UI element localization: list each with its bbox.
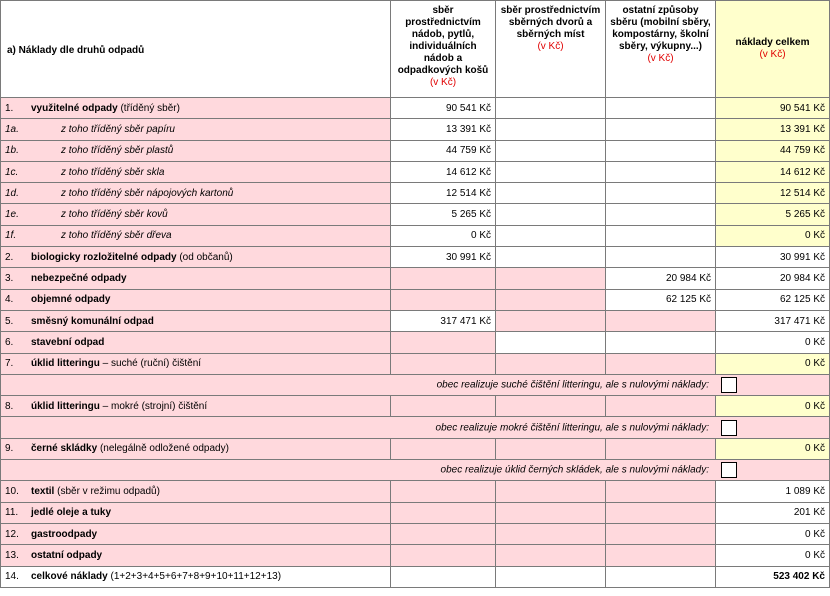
cell-containers[interactable]: 44 759 Kč <box>391 140 496 161</box>
cell-containers[interactable]: 30 991 Kč <box>391 247 496 268</box>
row-label <box>1 119 391 140</box>
cell-disabled <box>391 438 496 459</box>
zero-cost-note-text: obec realizuje suché čištění litteringu, ale s nulovými náklady: <box>436 379 709 391</box>
table-title: a) Náklady dle druhů odpadů <box>1 1 391 98</box>
table-row <box>1 310 830 331</box>
zero-cost-note <box>1 460 830 481</box>
cell-collection-yards[interactable] <box>496 332 606 353</box>
cell-other-methods[interactable] <box>606 332 716 353</box>
row-label <box>1 161 391 182</box>
cell-disabled <box>606 353 716 374</box>
table-row <box>1 204 830 225</box>
row-label <box>1 502 391 523</box>
cell-other-methods[interactable] <box>606 140 716 161</box>
table-row <box>1 374 830 395</box>
cell-total: 0 Kč <box>716 225 830 246</box>
row-name-bold: stavební odpad <box>31 336 105 348</box>
row-name-rest: (tříděný sběr) <box>117 102 180 114</box>
cell-blank <box>496 566 606 587</box>
row-code: 7. <box>5 358 14 370</box>
row-name-bold: úklid litteringu <box>31 400 100 412</box>
row-code: 1a. <box>5 123 19 135</box>
cell-total[interactable]: 0 Kč <box>716 438 830 459</box>
cell-collection-yards[interactable] <box>496 119 606 140</box>
cell-collection-yards[interactable] <box>496 161 606 182</box>
zero-cost-checkbox[interactable] <box>721 462 737 478</box>
row-code: 9. <box>5 443 14 455</box>
col-head-other-methods-label: ostatní způsoby sběru (mobilní sběry, kompostárny, školní sběry, výkupny...) <box>610 5 711 52</box>
table-row-total <box>1 566 830 587</box>
cell-other-methods[interactable] <box>606 119 716 140</box>
cell-total[interactable]: 0 Kč <box>716 523 830 544</box>
table-row <box>1 523 830 544</box>
cell-collection-yards-disabled <box>496 268 606 289</box>
row-code: 8. <box>5 400 14 412</box>
cell-containers[interactable]: 317 471 Kč <box>391 310 496 331</box>
unit-label: (v Kč) <box>647 53 674 64</box>
row-name-bold: směsný komunální odpad <box>31 315 154 327</box>
row-label <box>1 183 391 204</box>
cell-total: 5 265 Kč <box>716 204 830 225</box>
cell-containers[interactable]: 12 514 Kč <box>391 183 496 204</box>
row-code: 1b. <box>5 145 19 157</box>
cell-disabled <box>496 353 606 374</box>
row-code: 2. <box>5 251 14 263</box>
row-code: 12. <box>5 528 19 540</box>
table-row <box>1 396 830 417</box>
row-name-bold: ostatní odpady <box>31 549 103 561</box>
cell-collection-yards[interactable] <box>496 98 606 119</box>
cell-containers[interactable]: 0 Kč <box>391 225 496 246</box>
row-label <box>1 332 391 353</box>
cell-disabled <box>391 502 496 523</box>
row-name-rest: – suché (ruční) čištění <box>99 358 202 370</box>
row-name: z toho tříděný sběr plastů <box>61 145 174 157</box>
cell-other-methods[interactable]: 20 984 Kč <box>606 268 716 289</box>
row-label <box>1 204 391 225</box>
row-name-bold: biologicky rozložitelné odpady <box>31 251 177 263</box>
cell-containers[interactable]: 13 391 Kč <box>391 119 496 140</box>
row-code: 6. <box>5 336 14 348</box>
row-name-bold: celkové náklady <box>31 571 108 583</box>
row-name: z toho tříděný sběr kovů <box>61 209 168 221</box>
row-code: 3. <box>5 273 14 285</box>
row-label <box>1 140 391 161</box>
table-row <box>1 247 830 268</box>
cell-disabled <box>606 502 716 523</box>
table-row <box>1 183 830 204</box>
col-head-other-methods <box>606 1 716 98</box>
cell-disabled <box>606 438 716 459</box>
row-name-bold: využitelné odpady <box>31 102 118 114</box>
cell-disabled <box>496 438 606 459</box>
row-label <box>1 523 391 544</box>
row-name-bold: jedlé oleje a tuky <box>31 507 112 519</box>
cell-collection-yards[interactable] <box>496 183 606 204</box>
cell-total: 14 612 Kč <box>716 161 830 182</box>
unit-label: (v Kč) <box>537 41 564 52</box>
cell-total[interactable]: 201 Kč <box>716 502 830 523</box>
cell-disabled <box>496 523 606 544</box>
row-name: z toho tříděný sběr dřeva <box>61 230 172 242</box>
zero-cost-note-text: obec realizuje mokré čištění litteringu, ale s nulovými náklady: <box>435 422 709 434</box>
table-row <box>1 289 830 310</box>
cell-disabled <box>606 481 716 502</box>
cell-disabled <box>496 502 606 523</box>
row-label <box>1 98 391 119</box>
col-head-collection-yards <box>496 1 606 98</box>
col-head-containers <box>391 1 496 98</box>
cell-other-methods[interactable]: 62 125 Kč <box>606 289 716 310</box>
cell-other-methods[interactable] <box>606 98 716 119</box>
cell-disabled <box>391 523 496 544</box>
cell-disabled <box>391 481 496 502</box>
row-name-rest: (sběr v režimu odpadů) <box>54 485 160 497</box>
cell-disabled <box>606 545 716 566</box>
cell-disabled <box>606 396 716 417</box>
cell-collection-yards[interactable] <box>496 225 606 246</box>
row-name-bold: objemné odpady <box>31 294 111 306</box>
row-name-bold: nebezpečné odpady <box>31 273 127 285</box>
cell-total: 0 Kč <box>716 332 830 353</box>
table-row <box>1 332 830 353</box>
cell-total[interactable]: 0 Kč <box>716 353 830 374</box>
cell-total: 30 991 Kč <box>716 247 830 268</box>
zero-cost-note <box>1 417 830 438</box>
row-label <box>1 289 391 310</box>
cell-disabled <box>496 396 606 417</box>
cell-total[interactable]: 0 Kč <box>716 396 830 417</box>
table-row <box>1 140 830 161</box>
cell-containers[interactable]: 5 265 Kč <box>391 204 496 225</box>
table-row <box>1 481 830 502</box>
cell-other-methods[interactable] <box>606 161 716 182</box>
row-name-rest: (1+2+3+4+5+6+7+8+9+10+11+12+13) <box>107 571 282 583</box>
cell-collection-yards-disabled <box>496 289 606 310</box>
cell-blank <box>606 566 716 587</box>
cell-total: 317 471 Kč <box>716 310 830 331</box>
table-row <box>1 460 830 481</box>
cell-total: 62 125 Kč <box>716 289 830 310</box>
row-code: 5. <box>5 315 14 327</box>
row-code: 1d. <box>5 187 19 199</box>
table-row <box>1 268 830 289</box>
grand-total: 523 402 Kč <box>716 566 830 587</box>
unit-label: (v Kč) <box>759 49 786 60</box>
table-row <box>1 545 830 566</box>
zero-cost-note <box>1 374 830 395</box>
table-row <box>1 225 830 246</box>
row-label <box>1 247 391 268</box>
row-name-bold: černé skládky <box>31 443 98 455</box>
col-head-collection-yards-label: sběr prostřednictvím sběrných dvorů a sběrných míst <box>500 5 601 40</box>
table-row <box>1 438 830 459</box>
cell-disabled <box>391 396 496 417</box>
cell-other-methods[interactable] <box>606 183 716 204</box>
zero-cost-note-text: obec realizuje úklid černých skládek, ale s nulovými náklady: <box>440 464 709 476</box>
cell-other-methods[interactable] <box>606 225 716 246</box>
col-head-containers-label: sběr prostřednictvím nádob, pytlů, individuálních nádob a odpadkových košů <box>397 5 489 76</box>
row-label <box>1 310 391 331</box>
row-code: 10. <box>5 485 19 497</box>
row-name: z toho tříděný sběr nápojových kartonů <box>61 187 234 199</box>
cell-total: 20 984 Kč <box>716 268 830 289</box>
col-head-total <box>716 1 830 98</box>
unit-label: (v Kč) <box>429 77 457 88</box>
table-row <box>1 119 830 140</box>
row-label <box>1 566 391 587</box>
row-code: 1. <box>5 102 14 114</box>
cell-disabled <box>496 481 606 502</box>
row-name: z toho tříděný sběr papíru <box>61 123 175 135</box>
row-code: 14. <box>5 571 19 583</box>
table-row <box>1 417 830 438</box>
cell-other-methods-disabled <box>606 310 716 331</box>
cell-disabled <box>606 523 716 544</box>
table-row <box>1 502 830 523</box>
row-code: 1f. <box>5 230 17 242</box>
cell-total: 12 514 Kč <box>716 183 830 204</box>
cell-blank <box>391 566 496 587</box>
cell-containers-disabled <box>391 289 496 310</box>
row-label <box>1 481 391 502</box>
row-code: 13. <box>5 549 19 561</box>
table-row <box>1 353 830 374</box>
cell-containers-disabled <box>391 268 496 289</box>
row-label <box>1 268 391 289</box>
cell-collection-yards[interactable] <box>496 140 606 161</box>
cell-total: 13 391 Kč <box>716 119 830 140</box>
col-head-total-label: náklady celkem <box>735 37 810 48</box>
zero-cost-checkbox[interactable] <box>721 420 737 436</box>
row-label <box>1 545 391 566</box>
cell-collection-yards[interactable] <box>496 247 606 268</box>
cell-total[interactable]: 0 Kč <box>716 545 830 566</box>
row-label <box>1 225 391 246</box>
row-name-rest: (nelegálně odložené odpady) <box>97 443 229 455</box>
table-row <box>1 98 830 119</box>
cell-containers-disabled <box>391 332 496 353</box>
zero-cost-checkbox[interactable] <box>721 377 737 393</box>
table-row <box>1 161 830 182</box>
cell-disabled <box>496 545 606 566</box>
cell-total: 90 541 Kč <box>716 98 830 119</box>
cell-total[interactable]: 1 089 Kč <box>716 481 830 502</box>
row-label <box>1 438 391 459</box>
cell-collection-yards-disabled <box>496 310 606 331</box>
row-name-rest: (od občanů) <box>176 251 233 263</box>
cell-containers[interactable]: 90 541 Kč <box>391 98 496 119</box>
cell-other-methods[interactable] <box>606 247 716 268</box>
row-name-rest: – mokré (strojní) čištění <box>99 400 208 412</box>
row-name-bold: úklid litteringu <box>31 358 100 370</box>
cell-disabled <box>391 353 496 374</box>
cell-other-methods[interactable] <box>606 204 716 225</box>
row-code: 11. <box>5 507 19 519</box>
row-code: 1c. <box>5 166 19 178</box>
row-name-bold: textil <box>31 485 55 497</box>
cell-disabled <box>391 545 496 566</box>
row-name-bold: gastroodpady <box>31 528 98 540</box>
cell-total: 44 759 Kč <box>716 140 830 161</box>
row-code: 4. <box>5 294 14 306</box>
cell-collection-yards[interactable] <box>496 204 606 225</box>
cell-containers[interactable]: 14 612 Kč <box>391 161 496 182</box>
row-name: z toho tříděný sběr skla <box>61 166 165 178</box>
row-label <box>1 353 391 374</box>
row-label <box>1 396 391 417</box>
row-code: 1e. <box>5 209 19 221</box>
